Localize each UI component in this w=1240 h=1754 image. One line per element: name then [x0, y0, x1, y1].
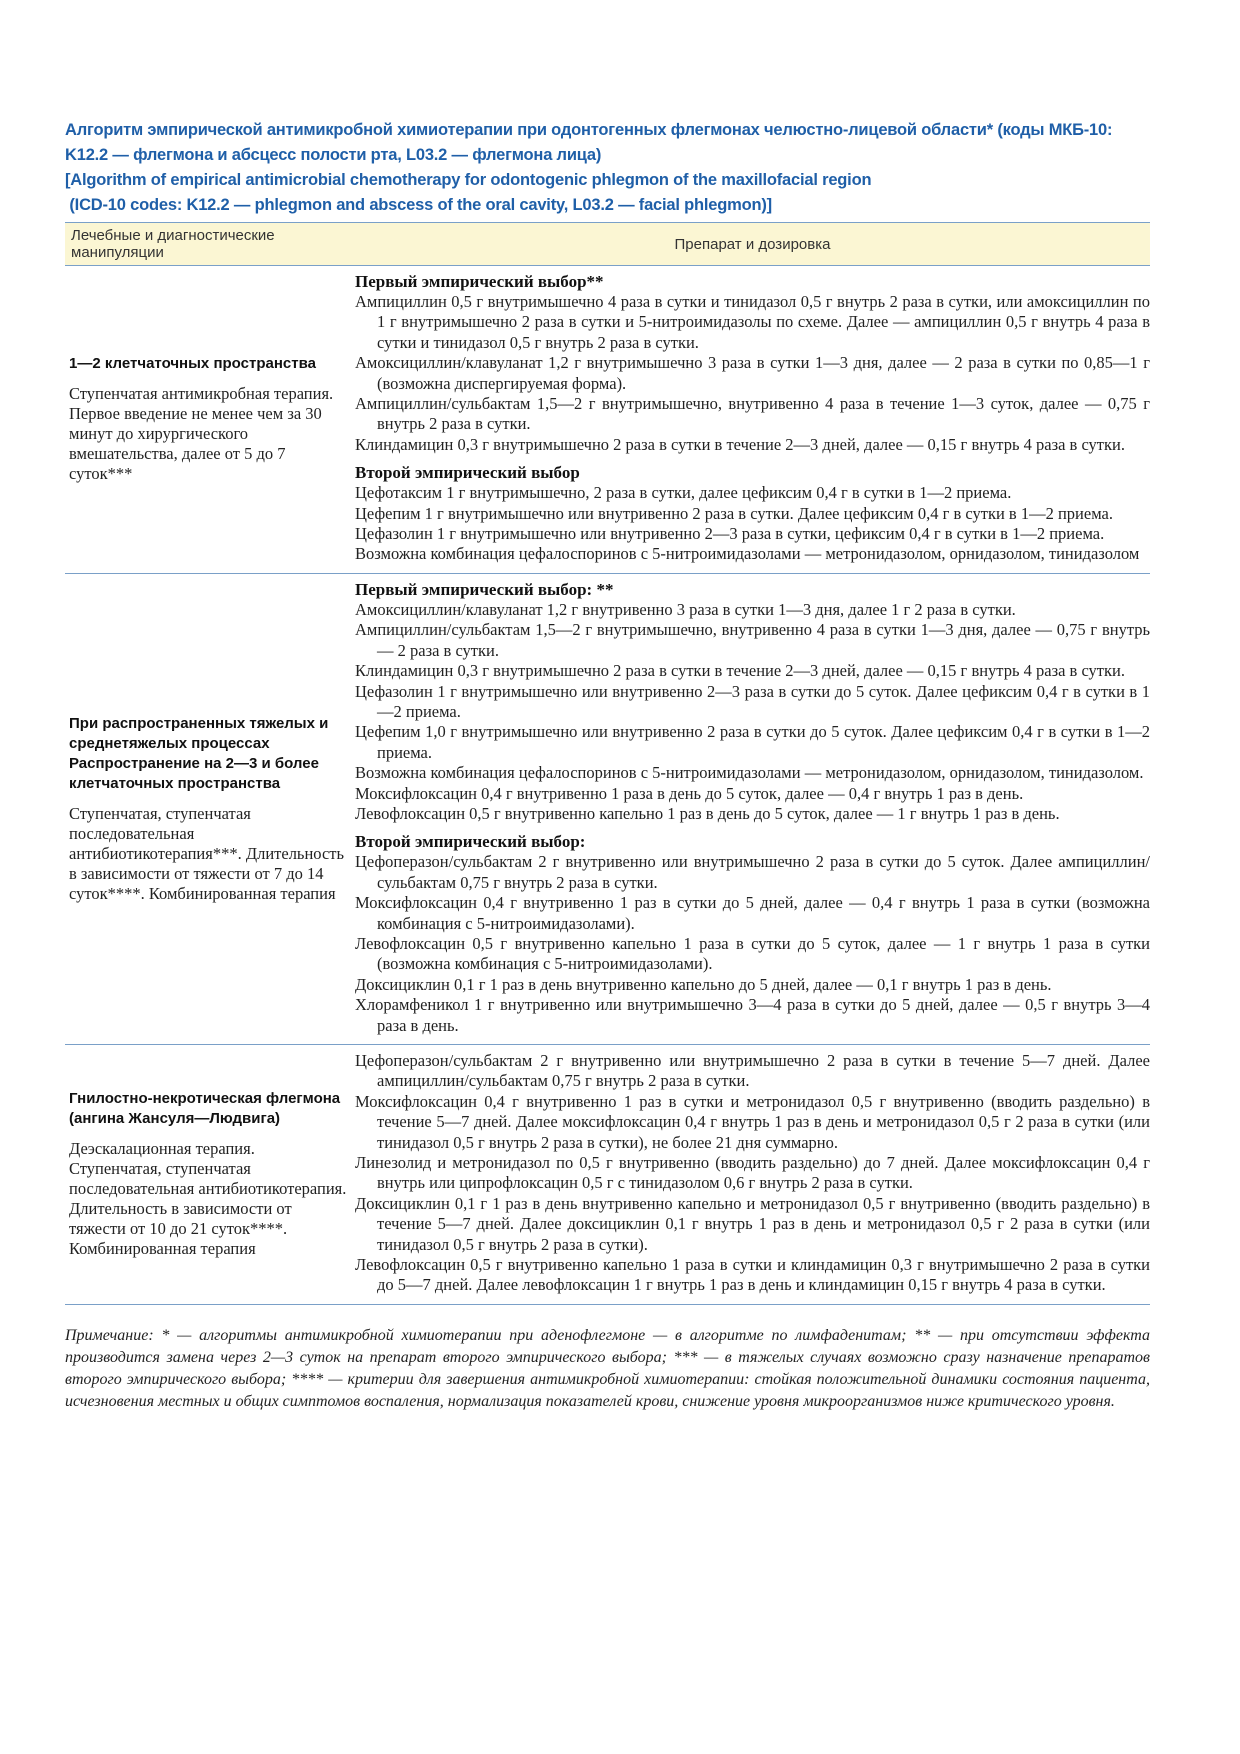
drug-regimen: Ампициллин 0,5 г внутримышечно 4 раза в сутки и тинидазол 0,5 г внутрь 2 раза в сутки, или амоксициллин по 1 г внутримышечно 2 раза в сутки и 5-нитроимидазолы по схеме. Далее — ампициллин 0,5 г внутрь 4 раза в сутки и тинидазол 0,5 г внутрь 2 раза в сутки.	[355, 292, 1150, 352]
procedure-cell	[65, 1045, 355, 1305]
table-body	[65, 266, 1150, 1305]
title-line: [Algorithm of empirical antimicrobial chemotherapy for odontogenic phlegmon of the maxillofacial region	[65, 171, 872, 189]
drug-regimen: Моксифлоксацин 0,4 г внутривенно 1 раз в сутки и метронидазол 0,5 г внутривенно (вводить раздельно) в течение 5—7 дней. Далее моксифлоксацин 0,4 г внутрь 1 раз в день и метронидазол 0,5 г 2 раза в сутки (или тинидазол 0,5 г внутрь 2 раза в сутки), не более 21 дня суммарно.	[355, 1091, 1150, 1152]
drug-regimen: Амоксициллин/клавуланат 1,2 г внутримышечно 3 раза в сутки 1—3 дня, далее — 2 раза в сутки по 0,85—1 г (возможна диспергируемая форма).	[355, 353, 1150, 393]
drug-regimen: Моксифлоксацин 0,4 г внутривенно 1 раз в сутки до 5 дней, далее — 0,4 г внутрь 1 раза в сутки (возможна комбинация с 5-нитроимидазолами).	[355, 893, 1150, 933]
treatment-table	[65, 222, 1150, 1305]
table-title	[65, 118, 1150, 218]
drug-regimen: Левофлоксацин 0,5 г внутривенно капельно 1 раза в сутки и клиндамицин 0,3 г внутримышечно 2 раза в сутки до 5—7 дней. Далее левофлоксацин 1 г внутрь 1 раз в день и клиндамицин 0,15 г внутрь 4 раза в сутки.	[355, 1255, 1150, 1295]
procedure-description: Ступенчатая антимикробная терапия. Первое введение не менее чем за 30 минут до хирургического вмешательства, далее от 5 до 7 суток***	[69, 384, 334, 484]
drug-regimen: Линезолид и метронидазол по 0,5 г внутривенно (вводить раздельно) до 7 дней. Далее моксифлоксацин 0,4 г внутрь или ципрофлоксацин 0,5 г с тинидазолом 0,6 г внутрь 2 раза в сутки.	[355, 1153, 1150, 1193]
title-line: K12.2 — флегмона и абсцесс полости рта, L03.2 — флегмона лица)	[65, 146, 602, 164]
drug-cell	[355, 266, 1150, 574]
procedure-cell	[65, 266, 355, 574]
drug-regimen: Цефепим 1 г внутримышечно или внутривенно 2 раза в сутки. Далее цефиксим 0,4 г в сутки в 1—2 приема.	[355, 503, 1113, 523]
drug-regimen: Доксициклин 0,1 г 1 раз в день внутривенно капельно до 5 дней, далее — 0,1 г внутрь 1 раз в день.	[355, 974, 1052, 994]
drug-regimen: Цефазолин 1 г внутримышечно или внутривенно 2—3 раза в сутки до 5 суток. Далее цефиксим 0,4 г в сутки в 1—2 приема.	[355, 681, 1150, 721]
drug-regimen: Доксициклин 0,1 г 1 раз в день внутривенно капельно и метронидазол 0,5 г внутривенно (вводить раздельно) в течение 5—7 дней. Далее доксициклин 0,1 г внутрь 1 раз в день и метронидазол 0,5 г 2 раза в сутки (или тинидазол 0,5 г внутрь 2 раза в сутки).	[355, 1193, 1150, 1254]
document-page	[65, 118, 1150, 1413]
drug-regimen: Ампициллин/сульбактам 1,5—2 г внутримышечно, внутривенно 4 раза в сутки 1—3 дня, далее — 0,75 г внутрь — 2 раза в сутки.	[355, 620, 1150, 660]
drug-regimen: Левофлоксацин 0,5 г внутривенно капельно 1 раз в день до 5 суток, далее — 1 г внутрь 1 раз в день.	[355, 803, 1060, 823]
drug-regimen: Моксифлоксацин 0,4 г внутривенно 1 раза в день до 5 суток, далее — 0,4 г внутрь 1 раз в день.	[355, 783, 1024, 803]
procedure-label: При распространенных тяжелых и среднетяжелых процессах Распространение на 2—3 и более клетчаточных пространства	[69, 714, 329, 792]
drug-regimen: Возможна комбинация цефалоспоринов с 5-нитроимидазолами — метронидазолом, орнидазолом, тинидазолом.	[355, 763, 1144, 783]
drug-regimen: Цефоперазон/сульбактам 2 г внутривенно или внутримышечно 2 раза в сутки в течение 5—7 дней. Далее ампициллин/сульбактам 0,75 г внутрь 2 раза в сутки.	[355, 1051, 1150, 1091]
drug-regimen: Клиндамицин 0,3 г внутримышечно 2 раза в сутки в течение 2—3 дней, далее — 0,15 г внутрь 4 раза в сутки.	[355, 661, 1125, 681]
table-row	[65, 573, 1150, 1044]
choice-heading: Первый эмпирический выбор: **	[355, 579, 614, 599]
drug-regimen: Левофлоксацин 0,5 г внутривенно капельно 1 раза в сутки до 5 суток, далее — 1 г внутрь 1 раза в сутки (возможна комбинация с 5-нитроимидазолами).	[355, 933, 1150, 974]
drug-regimen: Амоксициллин/клавуланат 1,2 г внутривенно 3 раза в сутки 1—3 дня, далее 1 г 2 раза в сутки.	[355, 599, 1016, 619]
header-procedures: Лечебные и диагностические манипуляции	[65, 223, 355, 266]
drug-regimen: Клиндамицин 0,3 г внутримышечно 2 раза в сутки в течение 2—3 дней, далее — 0,15 г внутрь 4 раза в сутки.	[355, 434, 1125, 454]
table-header-row	[65, 223, 1150, 266]
drug-regimen: Возможна комбинация цефалоспоринов с 5-нитроимидазолами — метронидазолом, орнидазолом, тинидазолом	[355, 544, 1140, 564]
choice-heading: Второй эмпирический выбор	[355, 463, 580, 483]
procedure-label: Гнилостно-некротическая флегмона (ангина Жансуля—Людвига)	[69, 1090, 341, 1128]
procedure-description: Деэскалационная терапия. Ступенчатая, ступенчатая последовательная антибиотикотерапия. Длительность в зависимости от тяжести от 10 до 21 суток****. Комбинированная терапия	[69, 1139, 347, 1259]
table-row	[65, 266, 1150, 574]
choice-heading: Второй эмпирический выбор:	[355, 832, 586, 852]
drug-regimen: Цефазолин 1 г внутримышечно или внутривенно 2—3 раза в сутки, цефиксим 0,4 г в сутки в 1—2 приема.	[355, 524, 1105, 544]
footnote: Примечание: * — алгоритмы антимикробной химиотерапии при аденофлегмоне — в алгоритме по лимфаденитам; ** — при отсутствии эффекта производится замена через 2—3 суток на препарат второго эмпирического выбора; *** — в тяжелых случаях возможно сразу назначение препаратов второго эмпирического выбора; **** — критерии для завершения антимикробной химиотерапии: стойкая положительной динамики состояния пациента, исчезновения местных и общих симптомов воспаления, нормализация показателей крови, снижение уровня микроорганизмов ниже критического уровня.	[65, 1326, 1150, 1410]
drug-regimen: Цефоперазон/сульбактам 2 г внутривенно или внутримышечно 2 раза в сутки до 5 суток. Далее ампициллин/сульбактам 0,75 г внутрь 2 раза в сутки.	[355, 852, 1150, 892]
title-line: Алгоритм эмпирической антимикробной химиотерапии при одонтогенных флегмонах челюстно-лицевой области* (коды МКБ-10:	[65, 121, 1113, 139]
drug-regimen: Хлорамфеникол 1 г внутривенно или внутримышечно 3—4 раза в сутки до 5 дней, далее — 0,5 г внутрь 3—4 раза в день.	[355, 995, 1150, 1035]
title-line: (ICD-10 codes: K12.2 — phlegmon and abscess of the oral cavity, L03.2 — facial phlegmon)]	[65, 196, 772, 214]
choice-heading: Первый эмпирический выбор**	[355, 272, 604, 291]
drug-regimen: Цефепим 1,0 г внутримышечно или внутривенно 2 раза в сутки до 5 суток. Далее цефиксим 0,4 г в сутки в 1—2 приема.	[355, 722, 1150, 762]
table-row	[65, 1045, 1150, 1305]
drug-regimen: Ампициллин/сульбактам 1,5—2 г внутримышечно, внутривенно 4 раза в течение 1—3 суток, далее — 0,75 г внутрь 2 раза в сутки.	[355, 394, 1150, 434]
drug-cell	[355, 573, 1150, 1044]
procedure-description: Ступенчатая, ступенчатая последовательная антибиотикотерапия***. Длительность в зависимости от тяжести от 7 до 14 суток****. Комбинированная терапия	[69, 803, 345, 903]
header-drug-dosage: Препарат и дозировка	[355, 223, 1150, 266]
procedure-label: 1—2 клетчаточных пространства	[69, 355, 316, 373]
drug-cell	[355, 1045, 1150, 1305]
procedure-cell	[65, 573, 355, 1044]
drug-regimen: Цефотаксим 1 г внутримышечно, 2 раза в сутки, далее цефиксим 0,4 г в сутки в 1—2 приема.	[355, 483, 1012, 503]
